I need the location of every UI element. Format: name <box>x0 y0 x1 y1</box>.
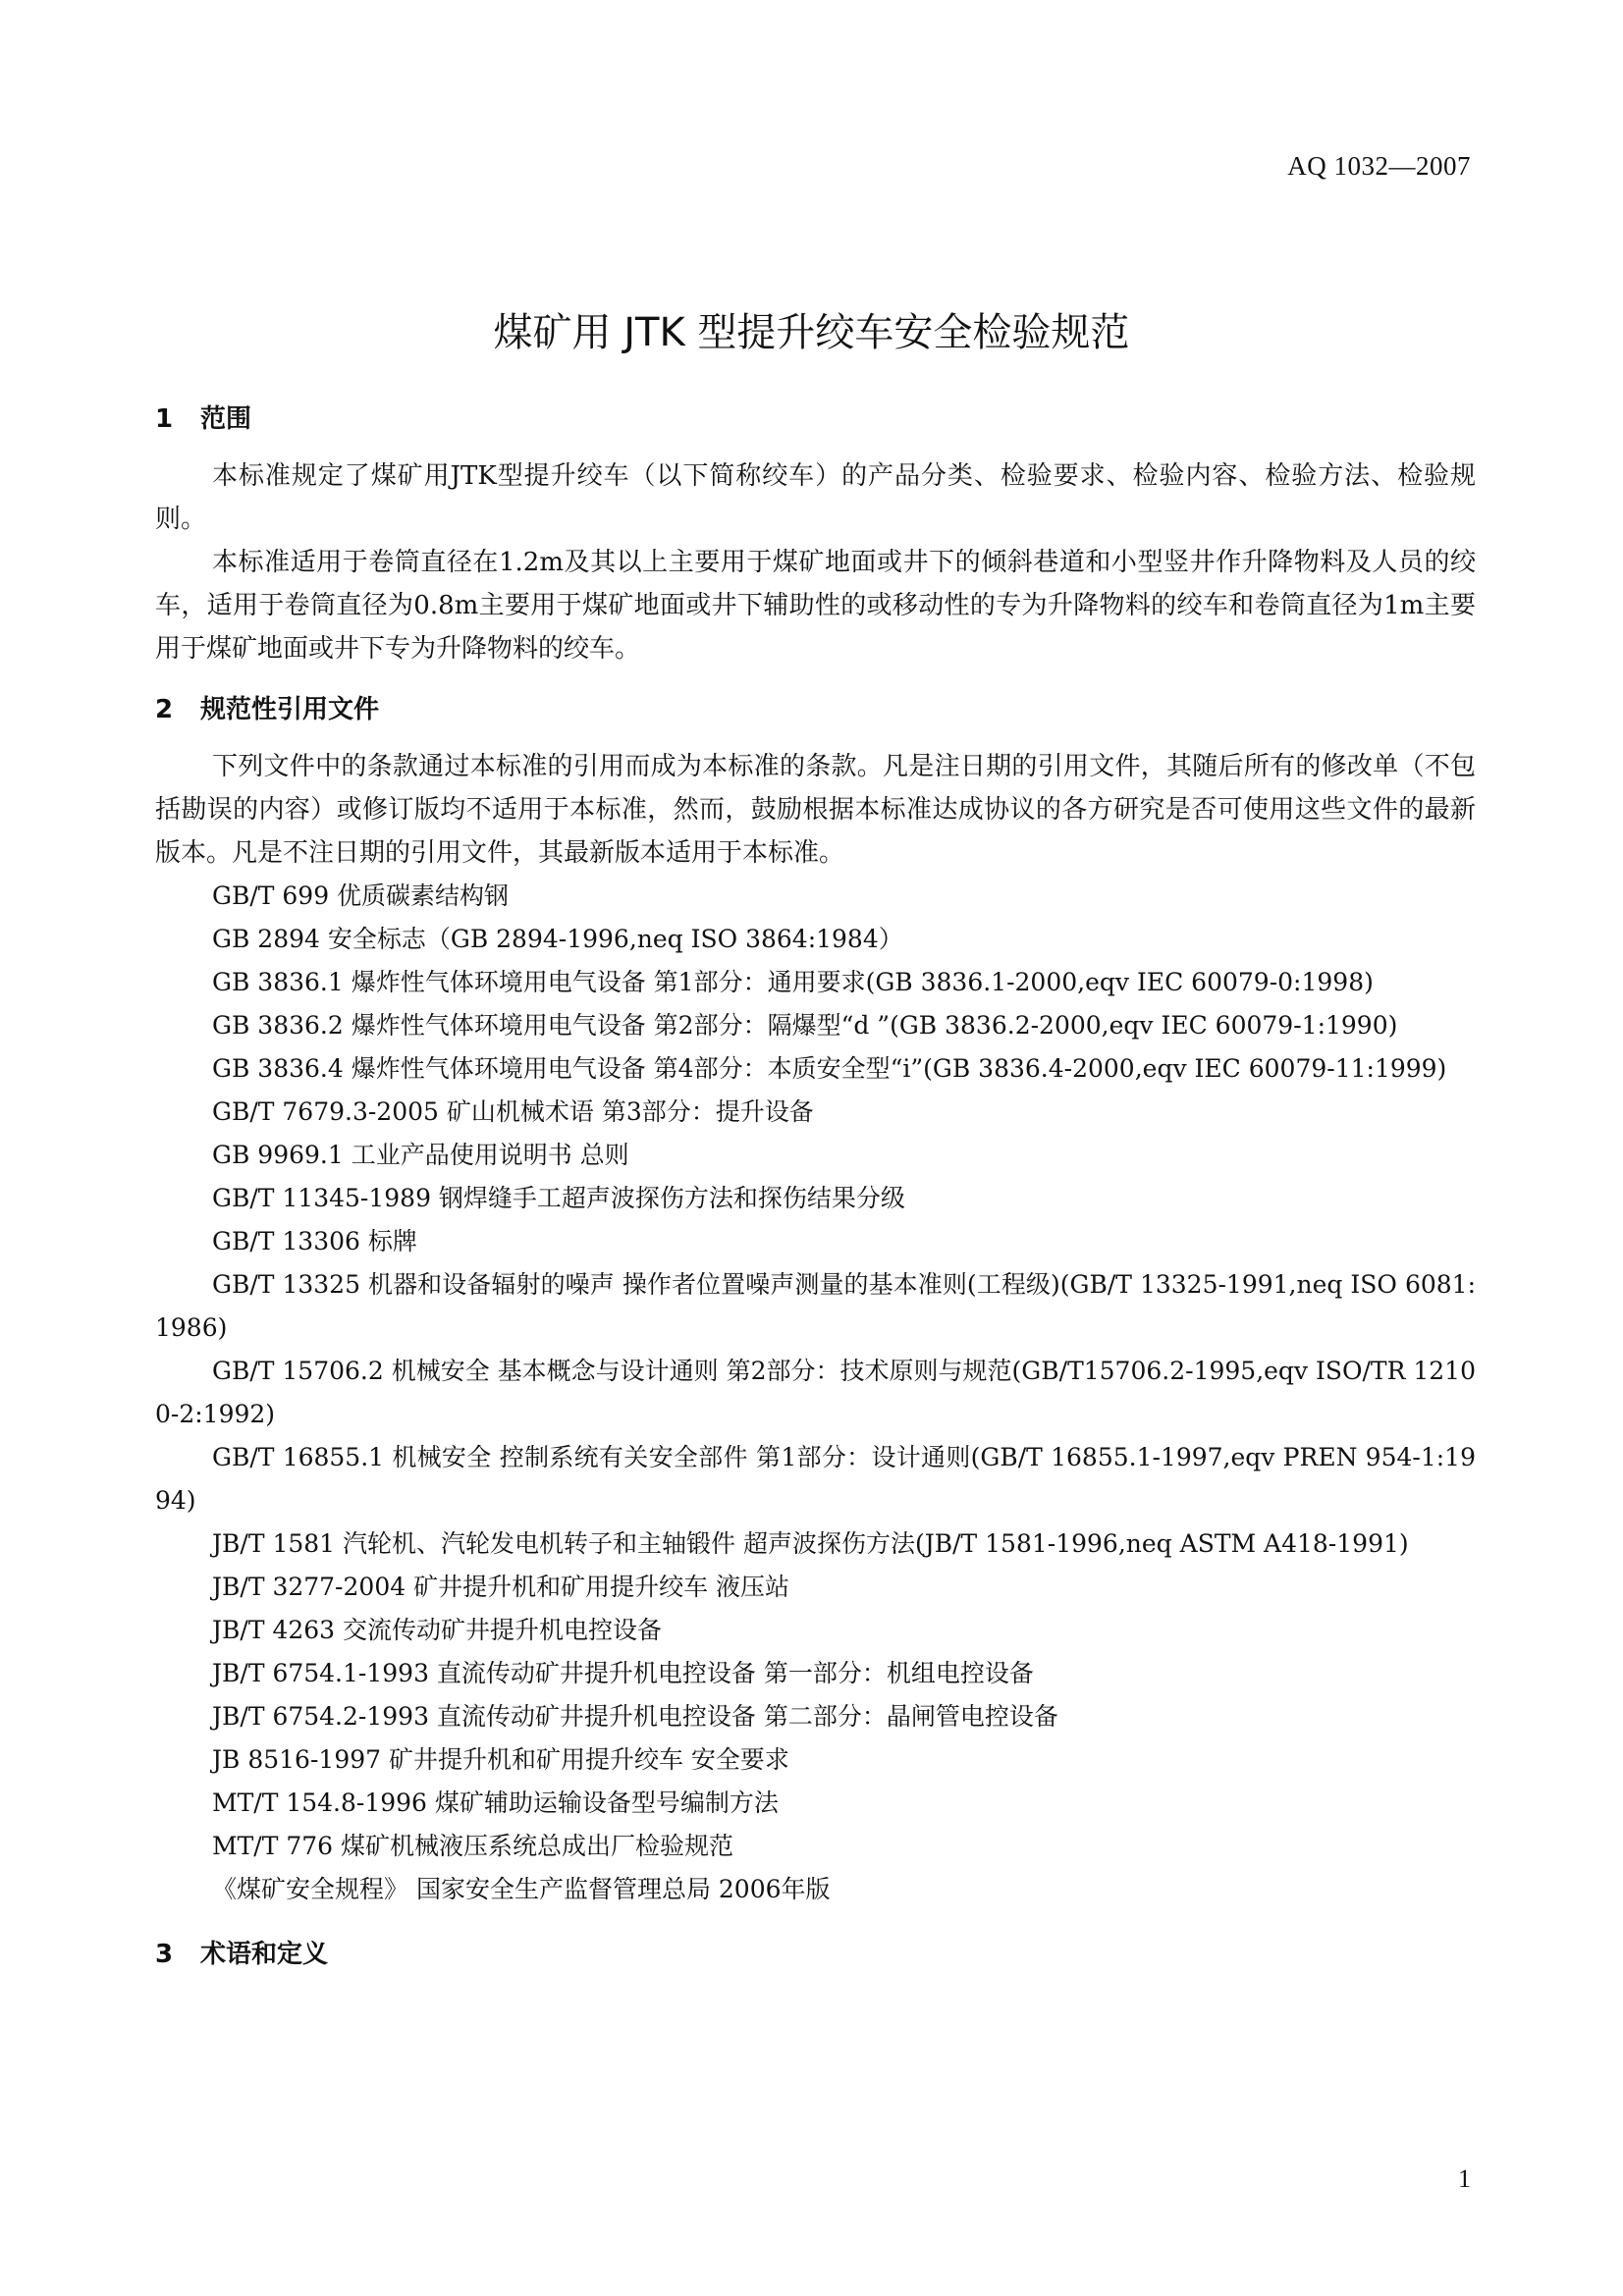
reference-item: 《煤矿安全规程》 国家安全生产监督管理总局 2006年版 <box>212 1875 831 1903</box>
paragraph: 本标准适用于卷筒直径在1.2m及其以上主要用于煤矿地面或井下的倾斜巷道和小型竖井作升降物料及人员的绞车，适用于卷筒直径为0.8m主要用于煤矿地面或井下辅助性的或移动性的专为升降物料的绞车和卷筒直径为1m主要用于煤矿地面或井下专为升降物料的绞车。 <box>155 548 1476 664</box>
reference-item: GB/T 15706.2 机械安全 基本概念与设计通则 第2部分：技术原则与规范(GB/T15706.2-1995,eqv ISO/TR 12100-2:1992) <box>155 1357 1476 1428</box>
reference-item: GB/T 16855.1 机械安全 控制系统有关安全部件 第1部分：设计通则(GB/T 16855.1-1997,eqv PREN 954-1:1994) <box>155 1443 1476 1515</box>
reference-item: GB 3836.2 爆炸性气体环境用电气设备 第2部分：隔爆型“d ”(GB 3836.2-2000,eqv IEC 60079-1:1990) <box>212 1011 1398 1040</box>
reference-item: GB/T 13325 机器和设备辐射的噪声 操作者位置噪声测量的基本准则(工程级)(GB/T 13325-1991,neq ISO 6081:1986) <box>155 1270 1476 1342</box>
section-3-heading <box>155 1933 1476 1976</box>
reference-item: MT/T 154.8-1996 煤矿辅助运输设备型号编制方法 <box>212 1789 779 1817</box>
section-1-heading <box>155 398 1476 441</box>
section-number: 3 <box>155 1940 174 1969</box>
reference-item: JB 8516-1997 矿井提升机和矿用提升绞车 安全要求 <box>212 1745 789 1774</box>
section-number: 2 <box>155 695 174 724</box>
section-title: 术语和定义 <box>200 1940 329 1969</box>
section-title: 范围 <box>200 404 252 434</box>
reference-item: GB 3836.4 爆炸性气体环境用电气设备 第4部分：本质安全型“i”(GB 3836.4-2000,eqv IEC 60079-11:1999) <box>212 1054 1447 1083</box>
reference-item: GB 3836.1 爆炸性气体环境用电气设备 第1部分：通用要求(GB 3836.1-2000,eqv IEC 60079-0:1998) <box>212 968 1374 996</box>
page-number: 1 <box>1458 2164 1471 2193</box>
document-body <box>155 398 1476 1976</box>
paragraph: 下列文件中的条款通过本标准的引用而成为本标准的条款。凡是注日期的引用文件，其随后所有的修改单（不包括勘误的内容）或修订版均不适用于本标准，然而，鼓励根据本标准达成协议的各方研究是否可使用这些文件的最新版本。凡是不注日期的引用文件，其最新版本适用于本标准。 <box>155 752 1476 868</box>
reference-item: GB/T 13306 标牌 <box>212 1227 417 1255</box>
reference-item: JB/T 6754.1-1993 直流传动矿井提升机电控设备 第一部分：机组电控设备 <box>212 1659 1034 1687</box>
reference-item: GB/T 699 优质碳素结构钢 <box>212 881 510 910</box>
section-2-heading <box>155 688 1476 731</box>
reference-item: GB/T 11345-1989 钢焊缝手工超声波探伤方法和探伤结果分级 <box>212 1184 905 1212</box>
reference-item: JB/T 3277-2004 矿井提升机和矿用提升绞车 液压站 <box>212 1573 790 1601</box>
reference-item: JB/T 6754.2-1993 直流传动矿井提升机电控设备 第二部分：晶闸管电控设备 <box>212 1702 1058 1731</box>
reference-item: GB 9969.1 工业产品使用说明书 总则 <box>212 1141 629 1169</box>
reference-item: GB 2894 安全标志（GB 2894-1996,neq ISO 3864:1984） <box>212 925 903 953</box>
reference-item: JB/T 4263 交流传动矿井提升机电控设备 <box>212 1616 663 1644</box>
reference-item: MT/T 776 煤矿机械液压系统总成出厂检验规范 <box>212 1832 733 1860</box>
reference-item: JB/T 1581 汽轮机、汽轮发电机转子和主轴锻件 超声波探伤方法(JB/T 1581-1996,neq ASTM A418-1991) <box>212 1529 1409 1558</box>
document-title: 煤矿用 JTK 型提升绞车安全检验规范 <box>493 309 1130 355</box>
document-number: AQ 1032—2007 <box>1287 151 1471 181</box>
section-number: 1 <box>155 404 174 434</box>
paragraph: 本标准规定了煤矿用JTK型提升绞车（以下简称绞车）的产品分类、检验要求、检验内容、检验方法、检验规则。 <box>155 461 1476 534</box>
section-title: 规范性引用文件 <box>200 695 380 724</box>
reference-item: GB/T 7679.3-2005 矿山机械术语 第3部分：提升设备 <box>212 1097 814 1126</box>
